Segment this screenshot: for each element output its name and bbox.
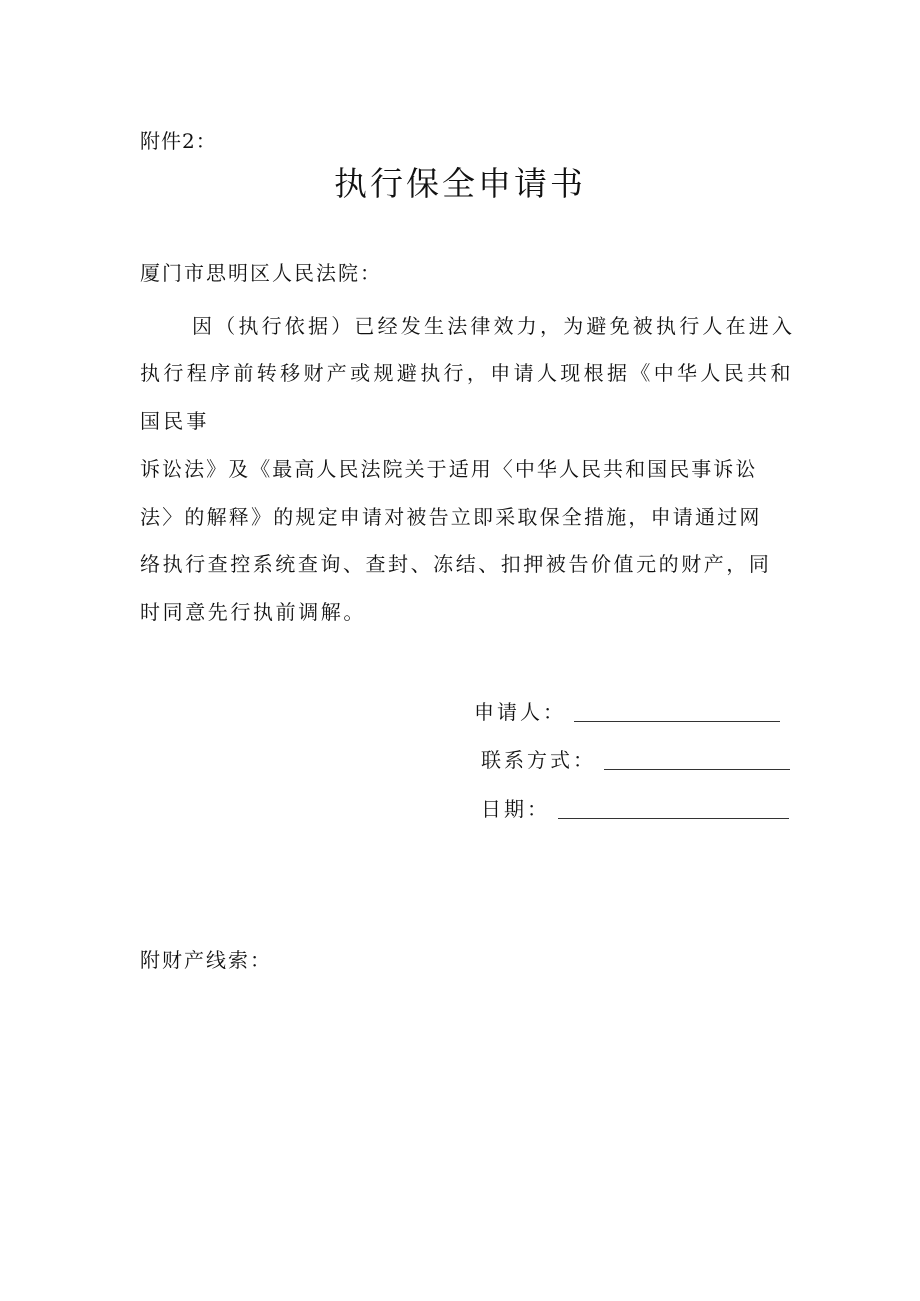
applicant-signature-row [474, 699, 780, 725]
applicant-signature-line[interactable] [574, 721, 780, 722]
body-line: 执行程序前转移财产或规避执行，申请人现根据《中华人民共和 [140, 361, 794, 385]
property-clues-label: 附财产线索： [140, 948, 272, 972]
body-line: 法〉的解释》的规定申请对被告立即采取保全措施，申请通过网 [140, 505, 762, 529]
date-line[interactable] [558, 818, 789, 819]
contact-row [481, 747, 790, 773]
body-line: 络执行查控系统查询、查封、冻结、扣押被告价值元的财产，同 [140, 552, 772, 576]
attachment-label: 附件2： [140, 129, 217, 153]
addressee: 厦门市思明区人民法院： [140, 261, 382, 285]
body-line: 国民事 [140, 409, 210, 433]
contact-label: 联系方式： [481, 748, 596, 772]
applicant-label: 申请人： [474, 700, 566, 724]
date-label: 日期： [481, 797, 550, 821]
body-line: 因（执行依据）已经发生法律效力，为避免被执行人在进入 [192, 314, 796, 338]
body-line: 时同意先行执前调解。 [140, 600, 366, 624]
body-line: 诉讼法》及《最高人民法院关于适用〈中华人民共和国民事诉讼 [140, 457, 758, 481]
document-title: 执行保全申请书 [334, 164, 586, 203]
date-row [481, 796, 789, 822]
contact-line[interactable] [604, 769, 790, 770]
